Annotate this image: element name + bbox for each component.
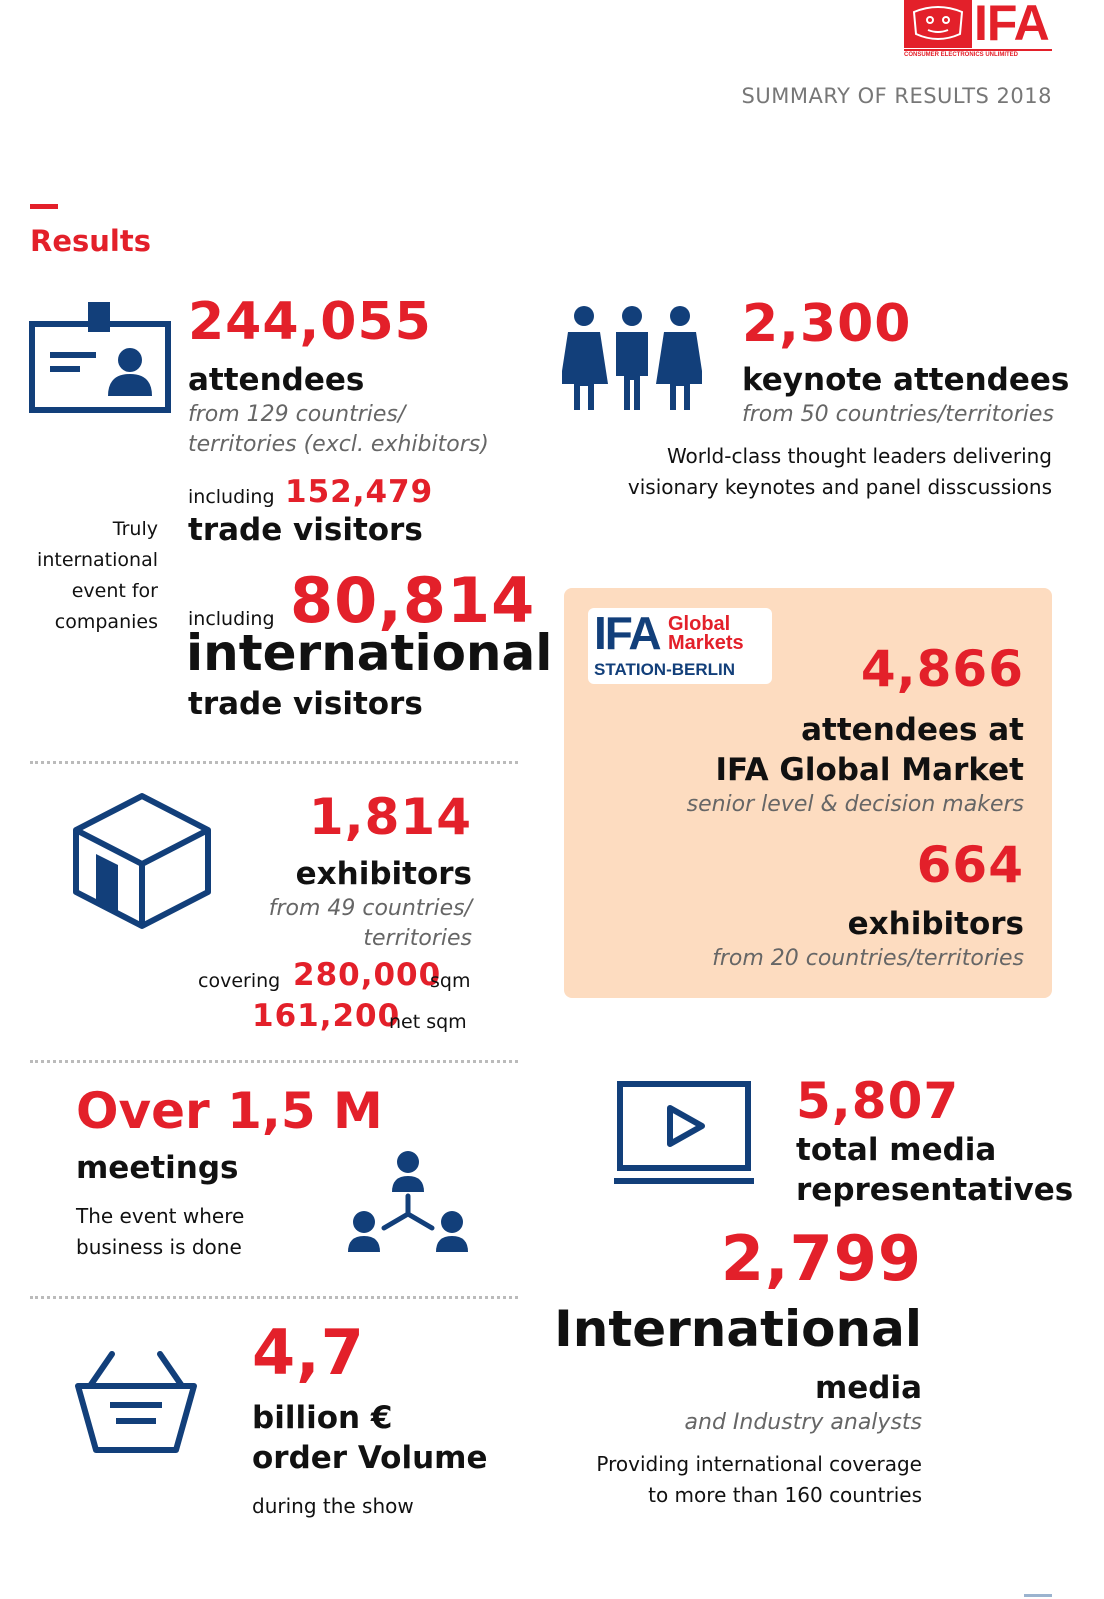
- media-note-1: Providing international coverage: [596, 1452, 922, 1476]
- video-play-icon: [614, 1080, 754, 1190]
- meetings-label: meetings: [76, 1150, 239, 1186]
- media-label-1: total media: [796, 1132, 997, 1168]
- summary-title: SUMMARY OF RESULTS 2018: [741, 84, 1052, 108]
- attendees-label: attendees: [188, 362, 365, 398]
- media-intl-sub: and Industry analysts: [684, 1410, 922, 1435]
- keynote-number: 2,300: [742, 294, 912, 354]
- keynote-label: keynote attendees: [742, 362, 1070, 398]
- trade-label: trade visitors: [188, 512, 423, 548]
- media-intl-label: International: [554, 1300, 922, 1358]
- orders-number: 4,7: [252, 1316, 365, 1389]
- global-markets-logo-main: IFA: [594, 607, 660, 659]
- ifa-logo-tagline: CONSUMER ELECTRONICS UNLIMITED: [904, 49, 1052, 58]
- meetings-sub-1: The event where: [76, 1204, 245, 1228]
- gm-exhibitors-label: exhibitors: [847, 906, 1024, 942]
- people-group-icon: [562, 306, 702, 412]
- meetings-sub-2: business is done: [76, 1235, 242, 1259]
- side-note-line-3: event for: [71, 580, 158, 602]
- section-marker: [30, 204, 58, 209]
- exhibitors-sub-2: territories: [363, 926, 472, 951]
- side-note-line-2: international: [37, 549, 158, 571]
- media-label-2: representatives: [796, 1172, 1074, 1208]
- cover-prefix: covering: [198, 970, 281, 992]
- ifa-logo: [904, 0, 1052, 60]
- divider-2: [30, 1060, 518, 1063]
- attendees-number: 244,055: [188, 292, 432, 352]
- exhibitors-number: 1,814: [308, 788, 472, 846]
- intl-number: 80,814: [290, 564, 536, 637]
- exhibitors-label: exhibitors: [295, 856, 472, 892]
- global-markets-logo-line-2: Markets: [668, 632, 744, 654]
- net-number: 161,200: [252, 998, 401, 1034]
- trade-prefix: including: [188, 486, 275, 508]
- cover-unit: sqm: [430, 970, 471, 992]
- intl-label: international: [186, 624, 553, 682]
- attendees-sub-1: from 129 countries/: [188, 402, 406, 427]
- shopping-basket-icon: [72, 1350, 200, 1456]
- attendees-sub-2: territories (excl. exhibitors): [188, 432, 489, 457]
- keynote-sub: from 50 countries/territories: [742, 402, 1054, 427]
- id-badge-icon: [28, 300, 174, 416]
- media-intl-label-2: media: [814, 1370, 922, 1406]
- gm-attendees-label-2: IFA Global Market: [715, 752, 1024, 788]
- gm-exhibitors-number: 664: [916, 836, 1024, 894]
- exhibitors-sub-1: from 49 countries/: [268, 896, 472, 921]
- global-markets-logo: [588, 608, 772, 684]
- net-unit: net sqm: [389, 1011, 467, 1033]
- global-markets-logo-line-1: Global: [668, 613, 731, 635]
- section-title: Results: [30, 224, 151, 258]
- meetings-number: Over 1,5 M: [76, 1082, 383, 1140]
- trade-number: 152,479: [285, 474, 434, 510]
- global-markets-logo-line-3: STATION-BERLIN: [594, 660, 736, 679]
- orders-label-2: order Volume: [252, 1440, 488, 1476]
- side-note-line-4: companies: [54, 611, 158, 633]
- gm-attendees-label-1: attendees at: [801, 712, 1024, 748]
- cube-icon: [72, 792, 212, 930]
- media-intl-number: 2,799: [720, 1222, 922, 1295]
- keynote-note-2: visionary keynotes and panel disscussions: [627, 475, 1052, 499]
- ifa-face-icon: [904, 0, 972, 48]
- intl-label-2: trade visitors: [188, 686, 423, 722]
- divider-1: [30, 761, 518, 764]
- side-note: [20, 514, 158, 638]
- divider-3: [30, 1296, 518, 1299]
- gm-attendees-sub: senior level & decision makers: [686, 792, 1024, 817]
- gm-attendees-number: 4,866: [860, 640, 1024, 698]
- media-number: 5,807: [796, 1072, 960, 1130]
- cover-number: 280,000: [293, 957, 442, 993]
- orders-sub: during the show: [252, 1494, 414, 1518]
- intl-prefix: including: [188, 608, 275, 630]
- side-note-line-1: Truly: [112, 518, 158, 540]
- keynote-note-1: World-class thought leaders delivering: [666, 444, 1052, 468]
- ifa-logo-text: IFA: [974, 0, 1049, 51]
- ifa-logo-mark: [904, 0, 972, 48]
- orders-label-1: billion €: [252, 1400, 393, 1436]
- page-corner-mark: [1024, 1594, 1052, 1597]
- network-people-icon: [344, 1150, 472, 1258]
- media-note-2: to more than 160 countries: [648, 1483, 922, 1507]
- gm-exhibitors-sub: from 20 countries/territories: [712, 946, 1024, 971]
